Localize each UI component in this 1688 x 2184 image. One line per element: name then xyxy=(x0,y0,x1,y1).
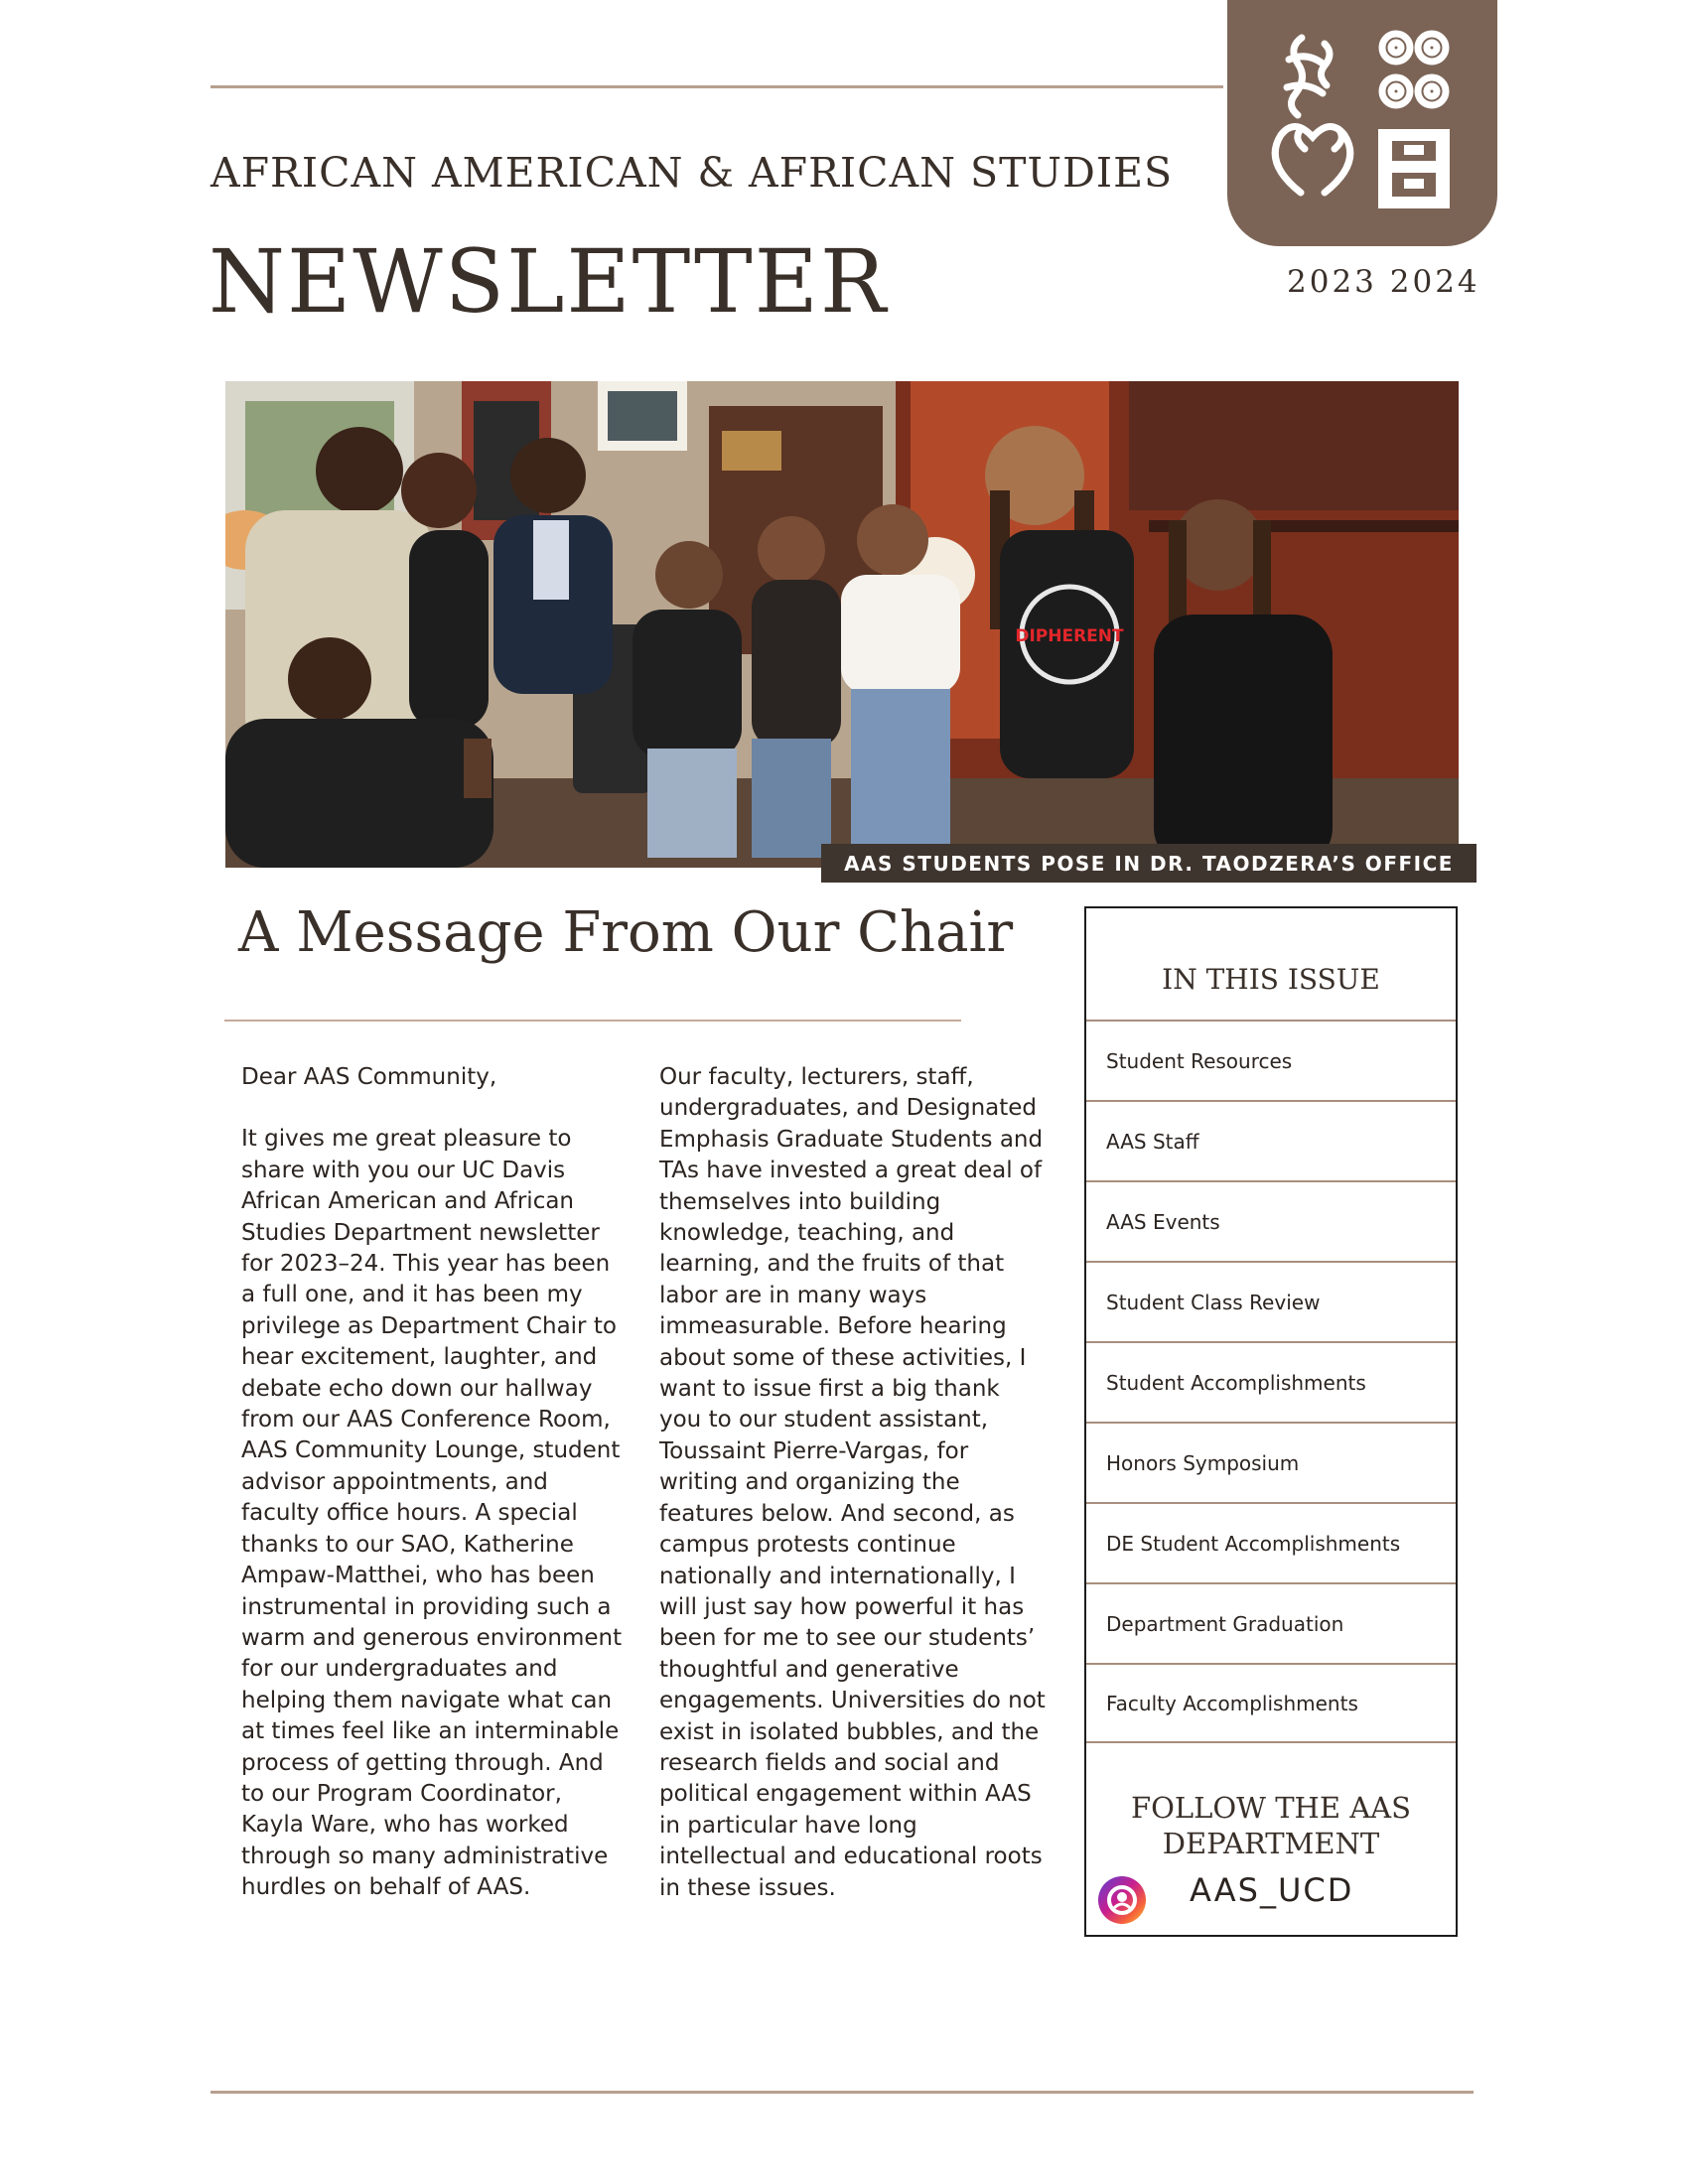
follow-line-2: DEPARTMENT xyxy=(1162,1827,1380,1860)
in-this-issue-box xyxy=(1084,906,1458,1937)
instagram-icon[interactable] xyxy=(1098,1876,1146,1924)
newsletter-years: 2023 2024 xyxy=(1287,264,1480,300)
follow-line-1: FOLLOW THE AAS xyxy=(1131,1791,1411,1825)
toc-item-student-accomplishments[interactable]: Student Accomplishments xyxy=(1086,1341,1456,1422)
message-rule xyxy=(224,1020,961,1022)
photo-caption: AAS STUDENTS POSE IN DR. TAODZERA’S OFFICE xyxy=(821,844,1477,883)
instagram-handle[interactable]: AAS_UCD xyxy=(1190,1871,1354,1909)
students-photo-illustration xyxy=(225,381,1459,868)
toc-item-student-resources[interactable]: Student Resources xyxy=(1086,1020,1456,1100)
shirt-text: DIPHERENT xyxy=(1015,626,1124,646)
bottom-rule xyxy=(211,2091,1474,2094)
follow-heading xyxy=(1086,1790,1456,1861)
toc-list xyxy=(1086,1020,1456,1743)
toc-item-department-graduation[interactable]: Department Graduation xyxy=(1086,1582,1456,1663)
toc-heading: IN THIS ISSUE xyxy=(1162,962,1380,996)
message-paragraph: It gives me great pleasure to share with you our UC Davis African American and African Studies Department newsletter for 2023–24. This year has been a full one, and it has been my privilege as Department Chair to hear excitement, laughter, and debate echo down our hallway from our AAS Conference Room, AAS Community Lounge, student advisor appointments, and faculty office hours. A special thanks to our SAO, Katherine Ampaw-Matthei, who has been instrumental in providing such a warm and generous environment for our undergraduates and helping them navigate what can at times feel like an interminable process of getting through. And to our Program Coordinator, Kayla Ware, who has worked through so many administrative hurdles on behalf of AAS. xyxy=(241,1126,623,1901)
group-photo xyxy=(225,381,1459,868)
toc-item-honors-symposium[interactable]: Honors Symposium xyxy=(1086,1422,1456,1502)
toc-item-aas-events[interactable]: AAS Events xyxy=(1086,1180,1456,1261)
toc-item-faculty-accomplishments[interactable]: Faculty Accomplishments xyxy=(1086,1663,1456,1743)
top-rule xyxy=(211,85,1223,88)
message-title: A Message From Our Chair xyxy=(238,900,1014,965)
message-paragraph: Dear AAS Community, xyxy=(241,1064,497,1090)
toc-item-de-student-accomplishments[interactable]: DE Student Accomplishments xyxy=(1086,1502,1456,1582)
toc-item-aas-staff[interactable]: AAS Staff xyxy=(1086,1100,1456,1180)
message-column-2 xyxy=(659,1062,1047,1935)
newsletter-title: NEWSLETTER xyxy=(209,230,889,333)
newsletter-kicker: AFRICAN AMERICAN & AFRICAN STUDIES xyxy=(211,149,1174,197)
adinkra-symbols-icon xyxy=(1227,0,1497,246)
adinkra-logo xyxy=(1227,0,1497,246)
message-column-1 xyxy=(241,1062,629,1935)
toc-item-student-class-review[interactable]: Student Class Review xyxy=(1086,1261,1456,1341)
message-paragraph: Our faculty, lecturers, staff, undergraduates, and Designated Emphasis Graduate Students and TAs have invested a great deal of themselves into building knowledge, teaching, and learning, and the fruits of that labor are in many ways immeasurable. Before hearing about some of these activities, I want to issue first a big thank you to our student assistant, Toussaint Pierre-Vargas, for writing and organizing the features below. And second, as campus protests continue nationally and internationally, I will just say how powerful it has been for me to see our students’ thoughtful and generative engagements. Universities do not exist in isolated bubbles, and the research fields and social and political engagement within AAS in particular have long intellectual and educational roots in these issues. xyxy=(659,1064,1046,1901)
